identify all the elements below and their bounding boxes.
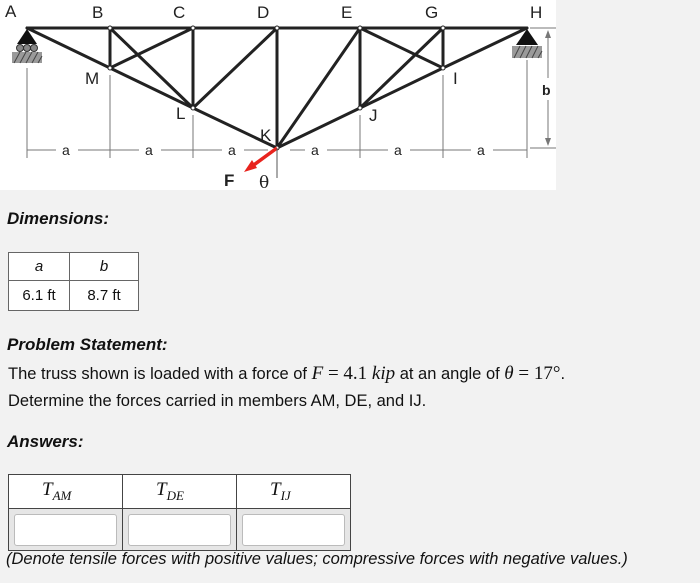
- dimensions-title: Dimensions:: [7, 209, 110, 228]
- dimensions-table: [8, 252, 139, 311]
- answer-cell-TDE: [123, 509, 237, 551]
- dim-value-b: 8.7 ft: [70, 281, 139, 311]
- node-label-E: E: [341, 3, 353, 22]
- answer-label-TAM: $T_{AM}$: [9, 475, 123, 509]
- node-label-I: I: [453, 69, 458, 88]
- answer-input-TIJ[interactable]: [242, 514, 345, 546]
- problem-text-2: at an angle of: [395, 365, 505, 383]
- problem-text-1: The truss shown is loaded with a force of: [8, 365, 312, 383]
- dim-label-a-1: a: [62, 142, 70, 158]
- answer-input-TDE[interactable]: [128, 514, 231, 546]
- angle-expression: θ = 17°: [504, 363, 561, 384]
- answer-cell-TAM: [9, 509, 123, 551]
- answer-input-TAM[interactable]: [14, 514, 117, 546]
- node-label-L: L: [176, 104, 186, 123]
- force-label: F: [224, 171, 235, 190]
- answer-label-TIJ: $T_{IJ}$: [237, 475, 351, 509]
- problem-title: Problem Statement:: [7, 335, 168, 354]
- node-label-K: K: [260, 126, 272, 145]
- problem-statement: The truss shown is loaded with a force of F = 4.1 kip at an angle of θ = 17°. Determine the forces carried in members AM, DE, and IJ.: [8, 363, 566, 410]
- node-label-M: M: [85, 69, 100, 88]
- angle-label: θ: [259, 173, 270, 193]
- dim-label-a-2: a: [145, 142, 153, 158]
- dim-label-a-4: a: [311, 142, 319, 158]
- node-label-G: G: [425, 3, 439, 22]
- answer-label-TDE: $T_{DE}$: [123, 475, 237, 509]
- node-label-H: H: [530, 3, 543, 22]
- answers-table: [8, 474, 351, 551]
- problem-text-4: Determine the forces carried in members AM, DE, and IJ.: [8, 392, 427, 410]
- dim-label-a-5: a: [394, 142, 402, 158]
- node-label-C: C: [173, 3, 186, 22]
- answers-title: Answers:: [7, 432, 84, 451]
- node-label-A: A: [5, 2, 17, 21]
- dim-label-a-6: a: [477, 142, 485, 158]
- answer-cell-TIJ: [237, 509, 351, 551]
- dim-label-b: b: [542, 82, 551, 98]
- dim-label-a-3: a: [228, 142, 236, 158]
- truss-diagram: [0, 0, 560, 195]
- node-label-B: B: [92, 3, 104, 22]
- node-label-J: J: [369, 106, 378, 125]
- dim-value-a: 6.1 ft: [9, 281, 70, 311]
- sign-convention-note: (Denote tensile forces with positive values; compressive forces with negative values.): [6, 550, 628, 568]
- node-label-D: D: [257, 3, 270, 22]
- dim-header-b: b: [70, 253, 139, 281]
- dim-header-a: a: [9, 253, 70, 281]
- force-expression: F = 4.1 kip: [311, 363, 396, 384]
